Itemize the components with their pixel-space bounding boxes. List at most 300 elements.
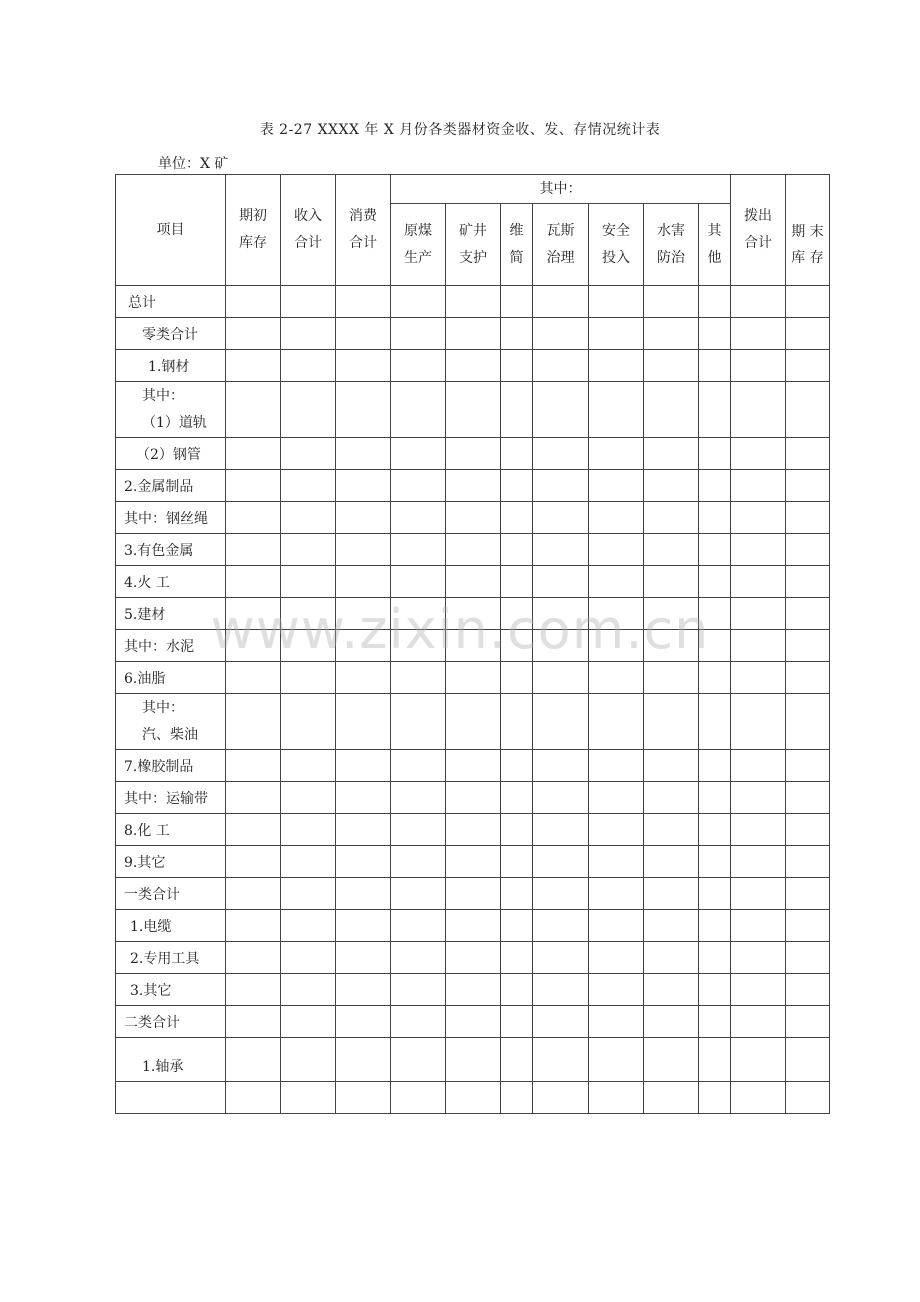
table-cell [589,470,644,502]
row-label: 其中： [142,700,184,716]
table-cell [226,694,281,750]
table-cell [589,662,644,694]
table-row [116,318,830,350]
table-cell [699,1038,731,1082]
table-cell [281,382,336,438]
table-cell [786,1082,830,1114]
table-cell [786,1038,830,1082]
table-cell [446,814,501,846]
row-item-label [116,694,226,750]
table-cell [336,750,391,782]
table-cell [446,662,501,694]
table-cell [589,1082,644,1114]
table-cell [731,286,786,318]
table-cell [533,382,589,438]
table-cell [391,662,446,694]
table-cell [226,318,281,350]
table-cell [786,662,830,694]
table-cell [281,694,336,750]
table-cell [281,1038,336,1082]
table-cell [699,910,731,942]
table-cell [644,1038,699,1082]
table-cell [391,814,446,846]
row-label: 8.化 工 [124,823,170,839]
table-cell [336,974,391,1006]
row-item-label [116,470,226,502]
table-cell [731,694,786,750]
table-cell [644,630,699,662]
table-cell [446,382,501,438]
table-cell [336,1006,391,1038]
table-cell [589,782,644,814]
header-closing-line1: 期 末 [791,224,824,240]
table-row [116,502,830,534]
table-row [116,910,830,942]
watermark: www.zixin.com.cn [210,598,710,661]
table-cell [501,438,533,470]
table-cell [699,382,731,438]
header-transfer-total [731,175,786,286]
row-item-label [116,974,226,1006]
table-cell [446,942,501,974]
table-cell [501,566,533,598]
table-row [116,1038,830,1082]
header-sub-line2: 支护 [459,249,487,266]
table-cell [644,598,699,630]
table-cell [786,630,830,662]
header-sub-line2: 他 [707,249,722,266]
table-cell [731,750,786,782]
table-cell [699,846,731,878]
table-cell [589,750,644,782]
table-cell [699,1006,731,1038]
table-cell [446,502,501,534]
table-cell [391,382,446,438]
table-cell [446,566,501,598]
table-cell [589,598,644,630]
row-label: 3.有色金属 [124,543,194,559]
header-income-line2: 合计 [294,235,322,251]
row-label: 6.油脂 [124,671,166,687]
table-cell [644,502,699,534]
table-cell [786,470,830,502]
table-title: 表 2-27 XXXX 年 X 月份各类器材资金收、发、存情况统计表 [259,122,661,138]
table-cell [281,942,336,974]
table-cell [533,598,589,630]
table-cell [533,694,589,750]
table-cell [336,1082,391,1114]
row-label: 1.钢材 [148,359,190,375]
table-cell [446,318,501,350]
table-cell [391,1006,446,1038]
table-cell [644,694,699,750]
table-cell [501,534,533,566]
table-cell [446,782,501,814]
table-cell [731,846,786,878]
table-cell [226,662,281,694]
table-cell [533,630,589,662]
row-label-second-line: 汽、柴油 [142,727,198,743]
table-cell [501,318,533,350]
table-cell [281,1006,336,1038]
table-cell [533,750,589,782]
row-item-label [116,846,226,878]
table-cell [786,350,830,382]
header-consume-total [336,175,391,286]
table-cell [281,534,336,566]
header-of-which: 其中： [391,175,731,204]
table-cell [501,910,533,942]
table-cell [589,566,644,598]
table-cell [336,318,391,350]
table-cell [446,974,501,1006]
table-cell [644,782,699,814]
table-cell [589,534,644,566]
table-cell [731,662,786,694]
table-cell [786,910,830,942]
table-cell [446,534,501,566]
row-item-label [116,534,226,566]
table-cell [644,910,699,942]
header-sub-gas-control [533,204,589,286]
table-cell [786,382,830,438]
header-opening-line1: 期初 [239,208,267,224]
table-cell [786,438,830,470]
row-item-label [116,750,226,782]
table-cell [533,878,589,910]
table-cell [731,782,786,814]
table-cell [533,910,589,942]
table-cell [786,502,830,534]
table-cell [281,662,336,694]
table-cell [336,534,391,566]
table-cell [501,1038,533,1082]
table-cell [391,846,446,878]
table-cell [501,878,533,910]
table-cell [731,534,786,566]
table-cell [786,286,830,318]
table-cell [226,878,281,910]
table-cell [336,942,391,974]
table-row [116,942,830,974]
header-transfer-line1: 拨出 [744,208,773,224]
table-cell [786,942,830,974]
row-item-label [116,814,226,846]
table-cell [391,782,446,814]
table-cell [391,630,446,662]
table-cell [533,1082,589,1114]
header-sub-line1: 安全 [602,222,630,239]
table-row [116,630,830,662]
table-cell [589,438,644,470]
table-cell [533,974,589,1006]
table-cell [644,438,699,470]
table-cell [446,1038,501,1082]
table-cell [699,502,731,534]
table-cell [731,1082,786,1114]
table-cell [786,782,830,814]
header-opening-stock [226,175,281,286]
statistics-table [115,174,830,1114]
table-cell [501,694,533,750]
table-cell [446,438,501,470]
table-cell [281,814,336,846]
table-cell [281,630,336,662]
table-cell [589,974,644,1006]
table-cell [731,974,786,1006]
table-row [116,534,830,566]
table-cell [226,566,281,598]
table-cell [336,910,391,942]
table-cell [644,1082,699,1114]
table-cell [644,318,699,350]
row-item-label [116,318,226,350]
table-cell [391,750,446,782]
table-row [116,566,830,598]
table-cell [226,1038,281,1082]
table-cell [336,382,391,438]
header-opening-line2: 库存 [239,235,267,251]
table-cell [699,974,731,1006]
header-sub-line1: 矿井 [459,222,487,239]
header-sub-water-hazard [644,204,699,286]
table-cell [589,846,644,878]
table-cell [336,470,391,502]
table-cell [391,598,446,630]
table-row [116,382,830,438]
table-row [116,694,830,750]
header-item: 项目 [116,175,226,286]
header-sub-line1: 维 [509,222,524,239]
table-cell [731,1038,786,1082]
table-cell [699,1082,731,1114]
table-cell [226,382,281,438]
table-cell [226,750,281,782]
table-cell [699,534,731,566]
header-sub-line1: 瓦斯 [546,222,575,239]
table-cell [391,1082,446,1114]
header-row-1 [116,175,830,204]
table-cell [336,1038,391,1082]
table-cell [446,598,501,630]
row-label: 7.橡胶制品 [124,759,194,775]
table-cell [786,318,830,350]
table-cell [391,318,446,350]
table-cell [731,438,786,470]
table-cell [336,878,391,910]
header-sub-line1: 其 [707,222,722,239]
table-cell [226,470,281,502]
table-cell [731,470,786,502]
header-sub-line2: 防治 [657,249,685,266]
table-cell [644,878,699,910]
table-cell [226,534,281,566]
table-cell [226,350,281,382]
table-cell [699,694,731,750]
table-row [116,438,830,470]
table-cell [644,846,699,878]
table-cell [589,1006,644,1038]
row-item-label [116,782,226,814]
table-cell [281,1082,336,1114]
table-cell [446,350,501,382]
header-sub-safety-input [589,204,644,286]
table-cell [501,1006,533,1038]
table-cell [336,566,391,598]
table-cell [699,470,731,502]
table-cell [391,1038,446,1082]
table-cell [226,814,281,846]
table-cell [446,878,501,910]
table-cell [699,350,731,382]
table-cell [336,662,391,694]
table-cell [533,1038,589,1082]
table-cell [391,534,446,566]
table-cell [501,846,533,878]
table-row [116,814,830,846]
table-cell [731,382,786,438]
table-cell [786,566,830,598]
table-cell [644,534,699,566]
table-cell [533,566,589,598]
header-sub-other [699,204,731,286]
table-row [116,470,830,502]
table-cell [391,286,446,318]
header-sub-mine-support [446,204,501,286]
row-label: 一类合计 [124,887,180,903]
table-row [116,286,830,318]
table-cell [336,598,391,630]
table-cell [446,846,501,878]
table-cell [786,814,830,846]
table-row [116,846,830,878]
table-cell [786,598,830,630]
table-cell [391,974,446,1006]
table-cell [731,598,786,630]
row-item-label [116,630,226,662]
table-cell [699,750,731,782]
table-cell [589,318,644,350]
table-cell [336,630,391,662]
table-cell [281,846,336,878]
table-cell [391,350,446,382]
header-sub-line2: 简 [509,249,524,266]
table-cell [501,942,533,974]
table-cell [699,662,731,694]
table-cell [446,1006,501,1038]
table-cell [699,782,731,814]
table-cell [644,382,699,438]
table-cell [699,318,731,350]
table-cell [226,438,281,470]
table-cell [644,566,699,598]
table-cell [644,942,699,974]
row-label: 2.金属制品 [124,479,194,495]
table-cell [589,694,644,750]
row-item-label [116,1082,226,1114]
table-row [116,878,830,910]
table-cell [391,502,446,534]
table-row [116,1082,830,1114]
table-cell [786,878,830,910]
table-cell [731,318,786,350]
header-income-total [281,175,336,286]
table-cell [644,814,699,846]
row-label: 3.其它 [130,983,172,999]
table-cell [533,814,589,846]
table-cell [589,878,644,910]
header-sub-line1: 水害 [657,222,685,239]
table-cell [589,382,644,438]
table-cell [589,910,644,942]
table-cell [226,502,281,534]
table-cell [336,694,391,750]
table-cell [699,942,731,974]
table-cell [533,350,589,382]
table-row [116,974,830,1006]
row-item-label [116,382,226,438]
table-cell [446,286,501,318]
table-cell [501,782,533,814]
row-item-label [116,878,226,910]
row-item-label [116,438,226,470]
table-cell [336,846,391,878]
table-cell [446,630,501,662]
table-cell [589,350,644,382]
table-cell [281,502,336,534]
table-cell [226,910,281,942]
table-cell [731,566,786,598]
table-cell [501,1082,533,1114]
table-cell [281,782,336,814]
table-cell [501,286,533,318]
table-cell [501,382,533,438]
table-cell [589,630,644,662]
table-cell [786,974,830,1006]
table-cell [391,566,446,598]
row-label: 其中：水泥 [124,639,194,655]
table-cell [336,814,391,846]
table-cell [281,286,336,318]
table-cell [391,470,446,502]
table-cell [501,470,533,502]
table-cell [731,502,786,534]
table-cell [699,438,731,470]
header-sub-line2: 生产 [404,249,432,266]
row-item-label [116,1006,226,1038]
table-row [116,350,830,382]
table-cell [533,942,589,974]
table-cell [501,502,533,534]
header-transfer-line2: 合计 [744,235,773,251]
table-cell [786,694,830,750]
table-cell [533,502,589,534]
table-cell [226,846,281,878]
table-cell [281,438,336,470]
table-cell [391,438,446,470]
row-item-label [116,286,226,318]
table-cell [644,750,699,782]
header-sub-line1: 原煤 [404,222,432,239]
table-cell [589,502,644,534]
table-cell [731,630,786,662]
table-cell [533,286,589,318]
table-cell [501,814,533,846]
header-sub-line2: 治理 [546,249,575,266]
row-label: 1.轴承 [142,1059,184,1075]
table-cell [589,286,644,318]
table-row [116,1006,830,1038]
